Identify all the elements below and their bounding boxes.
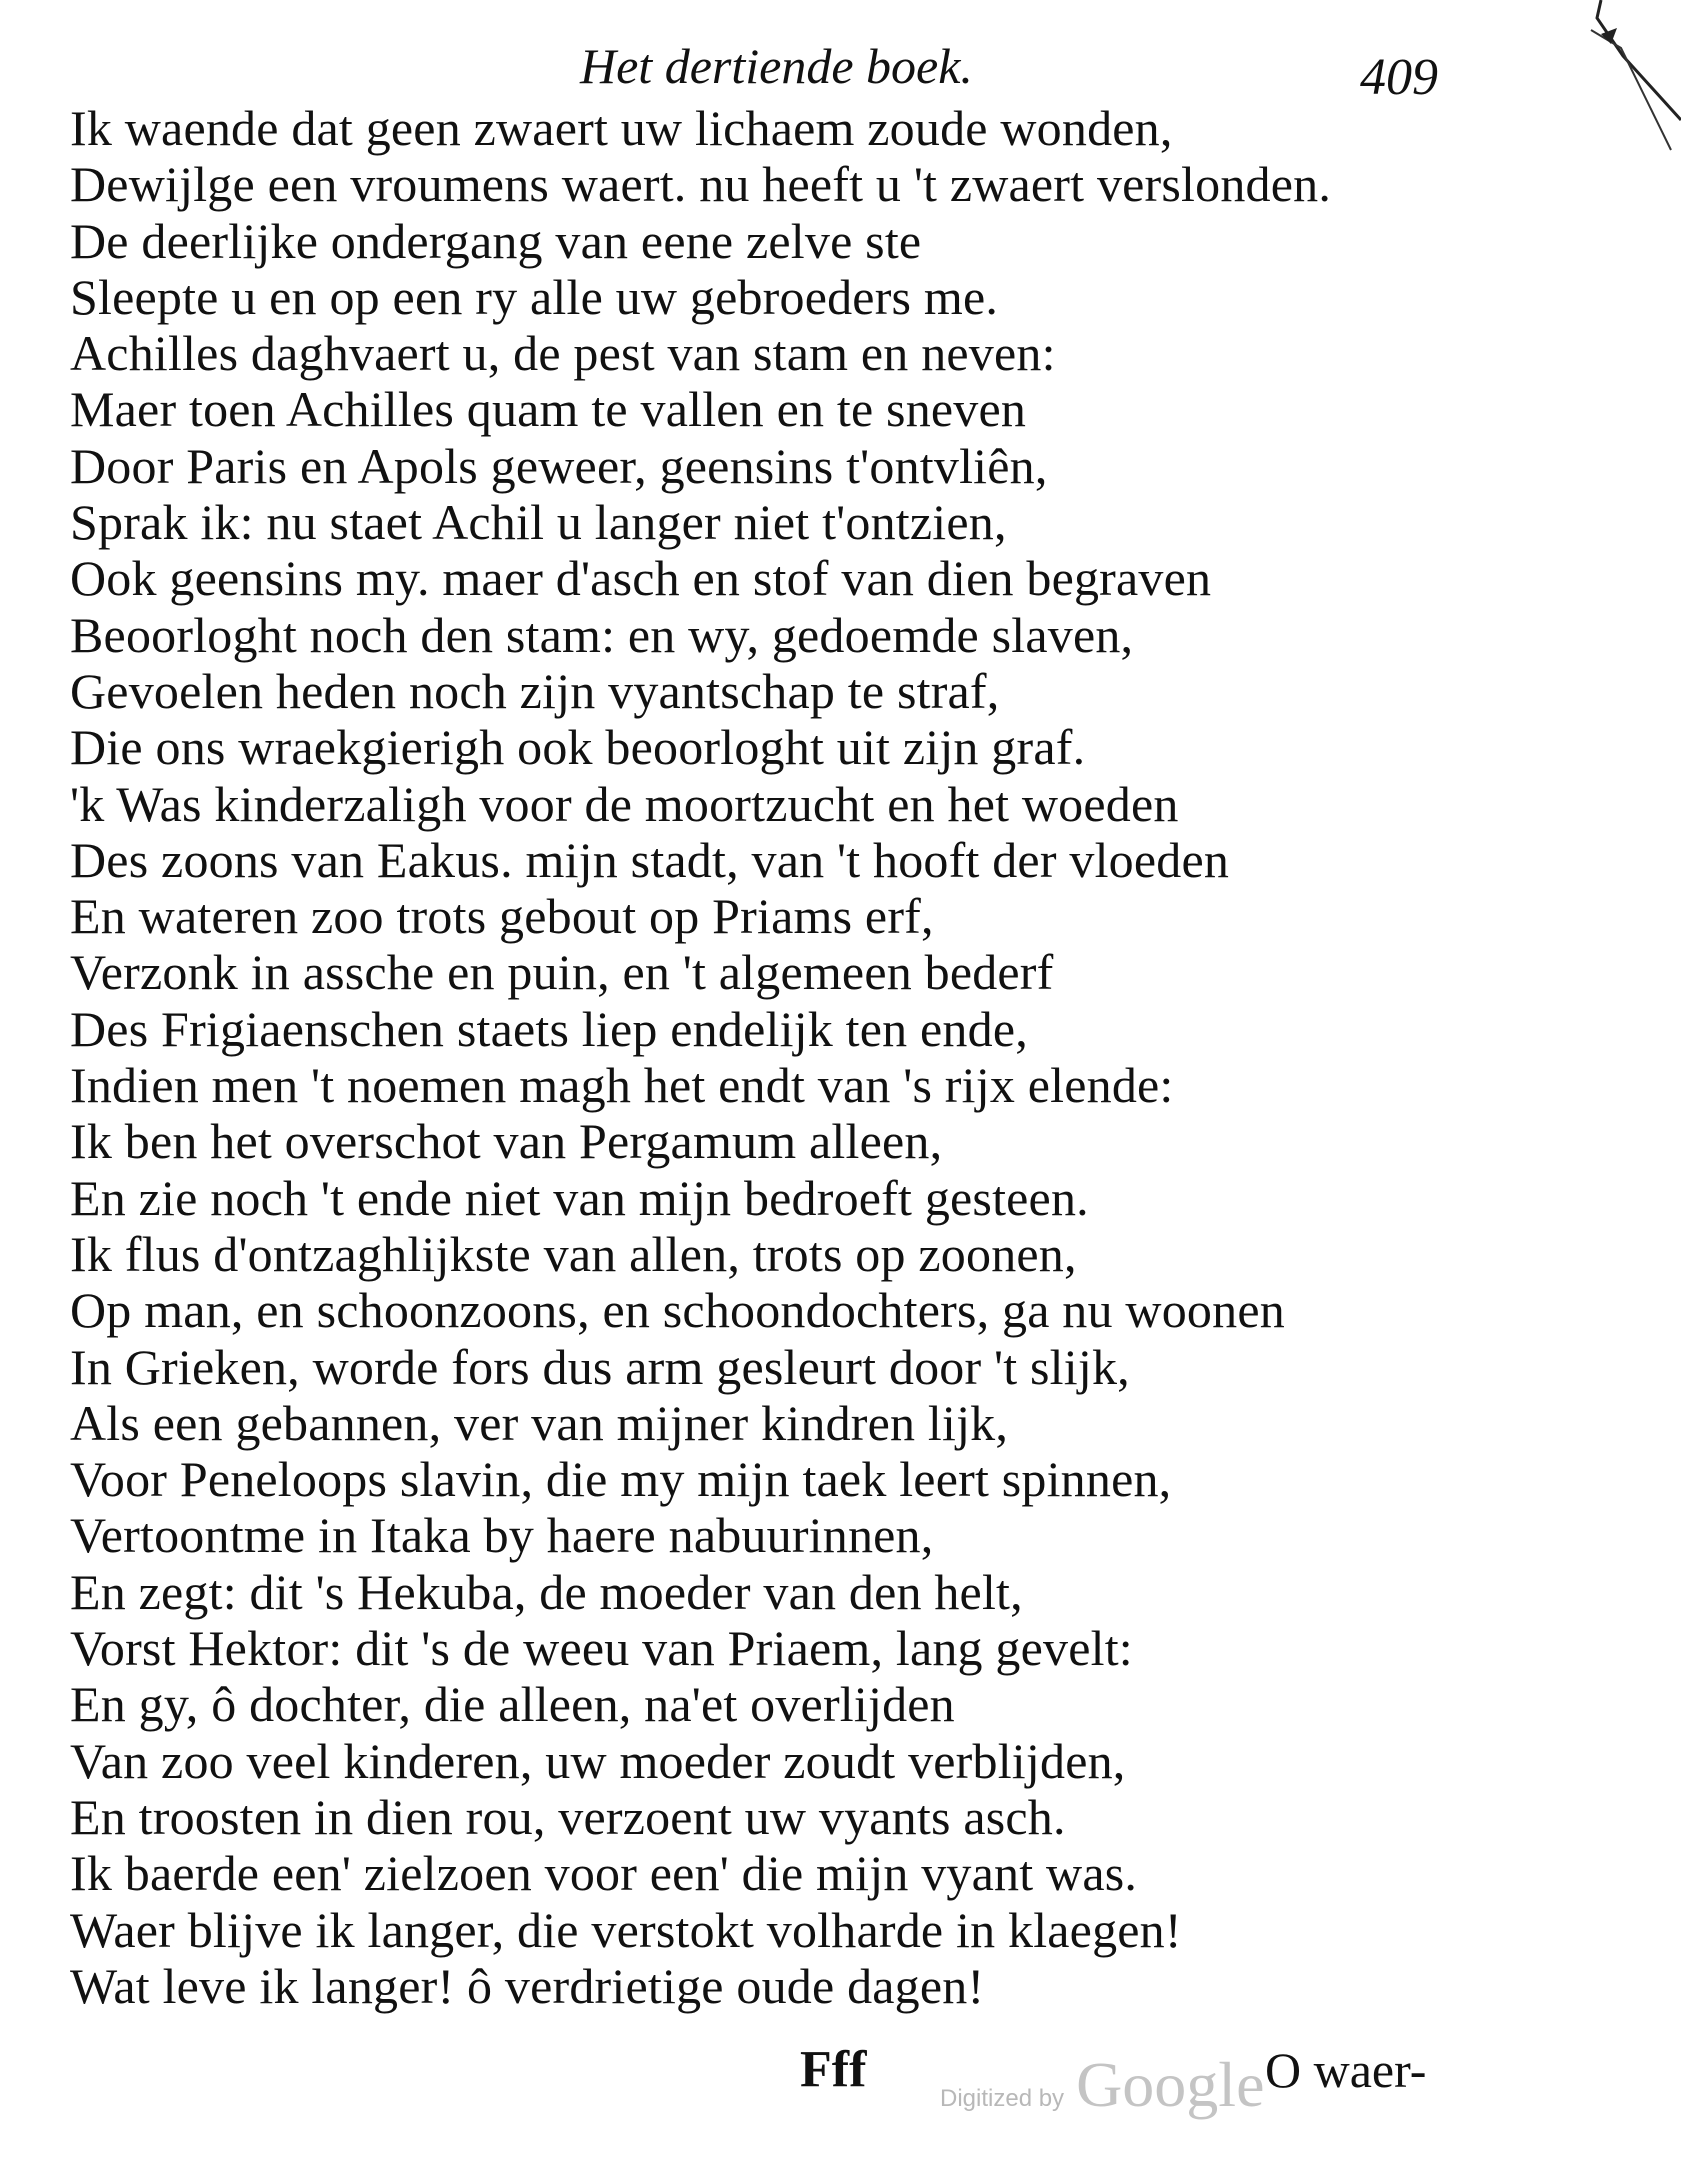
digitization-watermark [940,2048,1264,2122]
verse-line: Die ons wraekgierigh ook beoorloght uit zijn graf. [70,719,1086,776]
verse-line: Maer toen Achilles quam te vallen en te sneven [70,381,1027,438]
verse-line: Des zoons van Eakus. mijn stadt, van 't hooft der vloeden [70,831,1230,888]
verse-line: Dewijlge een vroumens waert. nu heeft u 't zwaert verslonden. [70,156,1332,213]
verse-line: Indien men 't noemen magh het endt van 's rijx elende: [70,1057,1174,1114]
running-title: Het dertiende boek. [580,38,973,94]
watermark-brand-logo: Google [1076,2049,1265,2120]
verse-line: Ook geensins my. maer d'asch en stof van dien begraven [70,550,1212,607]
printer-signature-mark: Fff [800,2041,867,2098]
verse-line: En gy, ô dochter, die alleen, na'et overlijden [70,1676,955,1733]
verse-line: En wateren zoo trots gebout op Priams erf, [70,888,934,945]
verse-line: Ik flus d'ontzaghlijkste van allen, trots op zoonen, [70,1225,1077,1282]
verse-line: Beoorloght noch den stam: en wy, gedoemde slaven, [70,606,1134,663]
page-corner-scan-artifact [1561,0,1681,160]
verse-line: Verzonk in assche en puin, en 't algemeen bederf [70,944,1054,1001]
verse-line: Door Paris en Apols geweer, geensins t'ontvliên, [70,437,1048,494]
verse-line: Waer blijve ik langer, die verstokt volharde in klaegen! [70,1901,1182,1958]
verse-line: Ik baerde een' zielzoen voor een' die mijn vyant was. [70,1845,1138,1902]
verse-line: Des Frigiaenschen staets liep endelijk ten ende, [70,1000,1028,1057]
verse-line: Voor Peneloops slavin, die my mijn taek leert spinnen, [70,1451,1172,1508]
verse-line: De deerlijke ondergang van eene zelve ste [70,212,922,269]
catchword: O waer- [1265,2042,1427,2098]
verse-line: En troosten in dien rou, verzoent uw vyants asch. [70,1788,1066,1845]
watermark-prefix: Digitized by [940,2085,1065,2112]
verse-line: Wat leve ik langer! ô verdrietige oude dagen! [70,1957,985,2014]
page-number: 409 [1360,49,1438,106]
verse-line: Sprak ik: nu staet Achil u langer niet t'ontzien, [70,494,1007,551]
poem-text [70,100,1470,2014]
verse-line: Vorst Hektor: dit 's de weeu van Priaem, lang gevelt: [70,1620,1133,1677]
verse-line: Achilles daghvaert u, de pest van stam en neven: [70,325,1056,382]
verse-line: Vertoontme in Itaka by haere nabuurinnen, [70,1507,934,1564]
verse-line: Gevoelen heden noch zijn vyantschap te straf, [70,662,1000,719]
verse-line: Op man, en schoonzoons, en schoondochters, ga nu woonen [70,1282,1285,1339]
verse-line: En zie noch 't ende niet van mijn bedroeft gesteen. [70,1169,1089,1226]
verse-line: Ik waende dat geen zwaert uw lichaem zoude wonden, [70,100,1173,156]
verse-line: Van zoo veel kinderen, uw moeder zoudt verblijden, [70,1732,1126,1789]
verse-line: Als een gebannen, ver van mijner kindren lijk, [70,1394,1009,1451]
verse-line: Ik ben het overschot van Pergamum alleen, [70,1113,943,1170]
verse-line: Sleepte u en op een ry alle uw gebroeders me. [70,268,999,325]
verse-line: In Grieken, worde fors dus arm gesleurt door 't slijk, [70,1338,1130,1395]
verse-line: En zegt: dit 's Hekuba, de moeder van den helt, [70,1563,1023,1620]
verse-line: 'k Was kinderzaligh voor de moortzucht en het woeden [70,775,1179,832]
